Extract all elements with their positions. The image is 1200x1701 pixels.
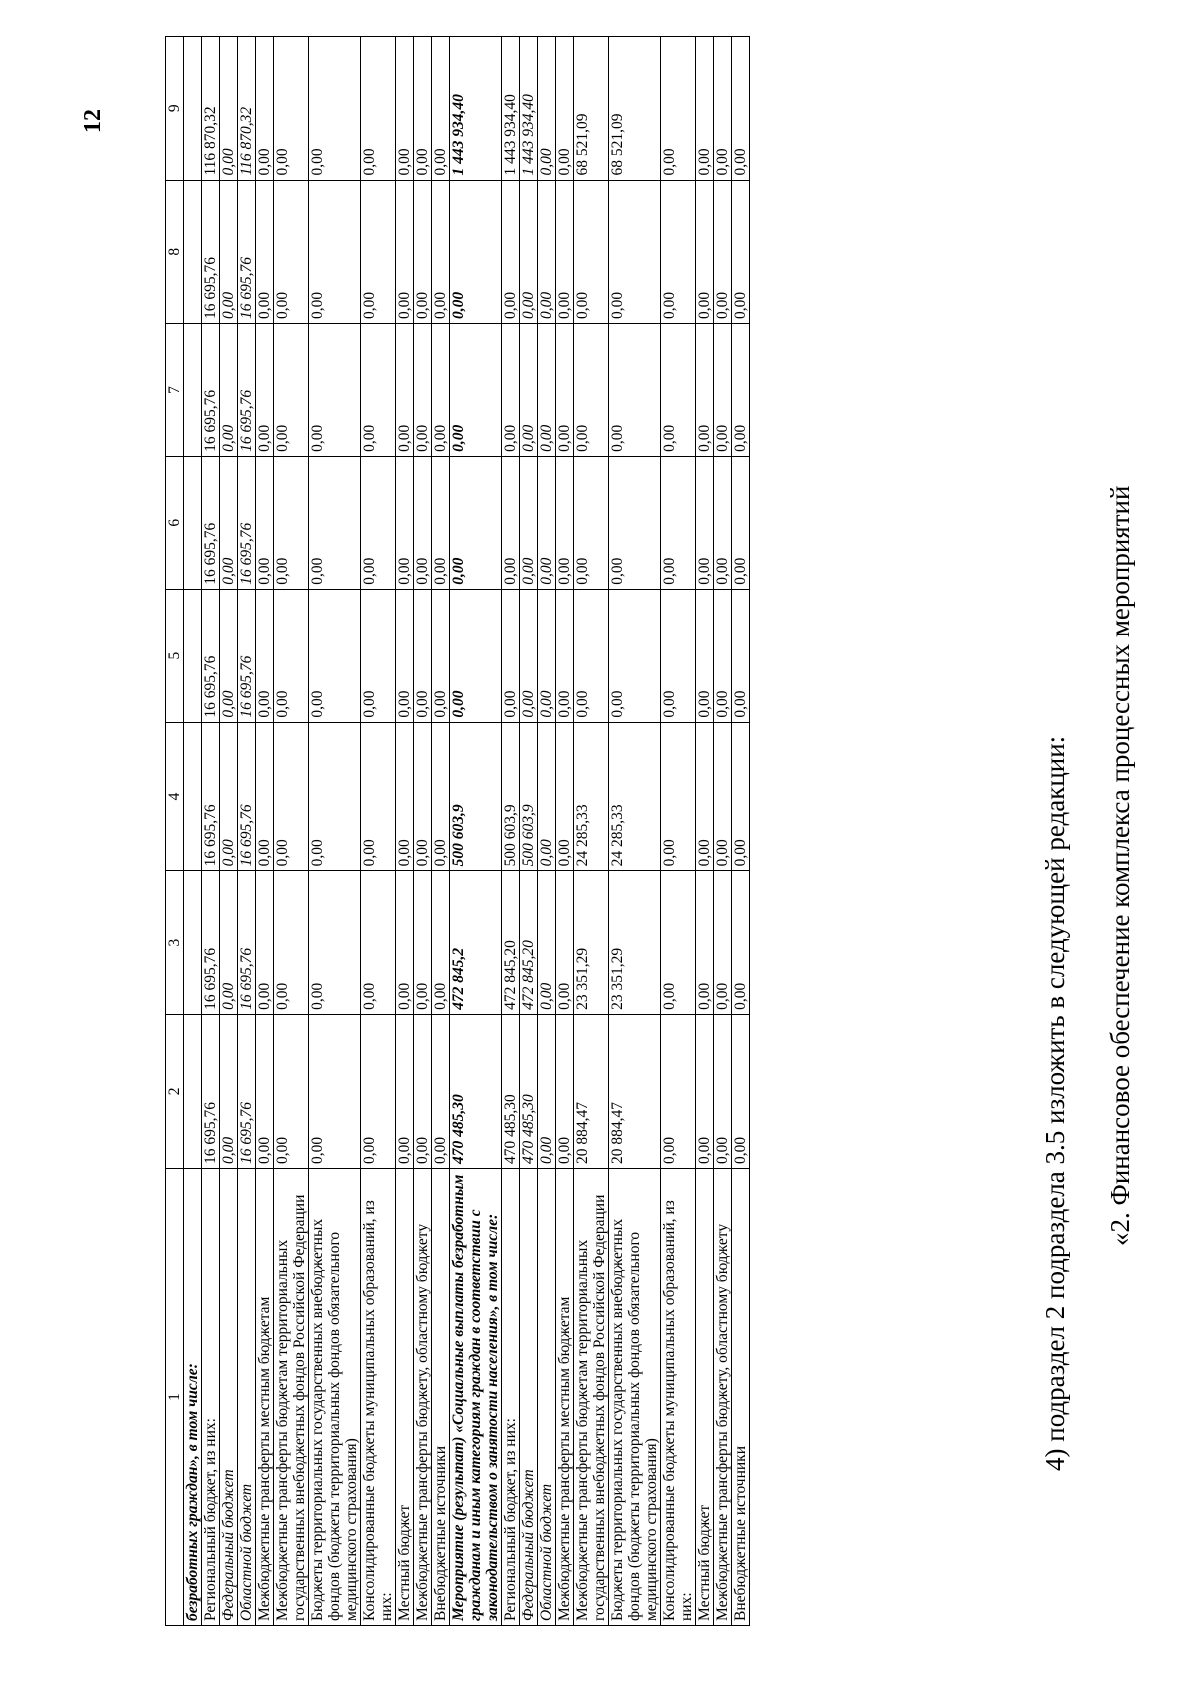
row-value: 0,00 [361,871,396,1014]
table-row [538,37,556,1626]
row-value: 0,00 [538,1014,556,1168]
row-value: 0,00 [732,722,750,871]
row-value: 0,00 [396,1014,414,1168]
table-header-row [166,37,184,1626]
row-value: 0,00 [556,1014,574,1168]
row-value: 0,00 [256,871,274,1014]
subsection-instruction: 4) подраздел 2 подраздела 3.5 изложить в следующей редакции: [1040,735,1070,1471]
row-value: 0,00 [309,324,361,457]
row-value: 0,00 [274,1014,309,1168]
row-value: 0,00 [574,589,609,722]
row-value: 0,00 [502,589,520,722]
row-value: 0,00 [309,456,361,589]
row-value: 0,00 [520,324,538,457]
row-value: 24 285,33 [574,722,609,871]
row-value: 1 443 934,40 [450,37,502,181]
row-label: Межбюджетные трансферты бюджету, областному бюджету [414,1168,432,1625]
row-value: 0,00 [256,324,274,457]
row-value: 0,00 [274,180,309,323]
row-value: 0,00 [274,722,309,871]
row-value: 0,00 [361,722,396,871]
row-label: Федеральный бюджет [220,1168,238,1625]
row-value: 16 695,76 [202,871,220,1014]
budget-table-container [165,36,750,1626]
row-value: 0,00 [502,324,520,457]
row-value: 0,00 [274,871,309,1014]
column-header: 4 [166,722,184,871]
table-row [714,37,732,1626]
row-label: Межбюджетные трансферты бюджетам территориальных государственных внебюджетных фондов Российской Федерации [274,1168,309,1625]
row-value: 0,00 [361,456,396,589]
table-row [661,37,696,1626]
table-row [432,37,450,1626]
row-value: 0,00 [661,589,696,722]
column-header: 1 [166,1168,184,1625]
row-value: 0,00 [732,37,750,181]
row-value: 0,00 [538,589,556,722]
row-value: 0,00 [556,37,574,181]
row-value: 0,00 [696,722,714,871]
row-value: 0,00 [220,180,238,323]
row-value: 0,00 [414,456,432,589]
row-value: 0,00 [556,180,574,323]
row-value: 470 485,30 [450,1014,502,1168]
row-value [184,456,202,589]
row-value: 0,00 [609,180,661,323]
row-value: 0,00 [538,180,556,323]
row-value: 0,00 [220,871,238,1014]
row-label: Межбюджетные трансферты бюджету, областному бюджету [714,1168,732,1625]
table-row [274,37,309,1626]
row-value: 0,00 [256,1014,274,1168]
row-label: Местный бюджет [696,1168,714,1625]
row-value: 0,00 [396,324,414,457]
row-value: 0,00 [538,324,556,457]
row-value: 0,00 [696,1014,714,1168]
row-value: 16 695,76 [202,1014,220,1168]
row-value: 0,00 [696,37,714,181]
row-value: 16 695,76 [202,589,220,722]
row-value: 0,00 [414,37,432,181]
row-value: 0,00 [396,722,414,871]
row-value: 0,00 [274,456,309,589]
row-value: 500 603,9 [502,722,520,871]
row-value: 0,00 [450,324,502,457]
table-row [184,37,202,1626]
row-value: 0,00 [220,1014,238,1168]
row-value: 0,00 [396,180,414,323]
row-value: 0,00 [396,456,414,589]
row-value: 0,00 [256,456,274,589]
row-value: 0,00 [520,589,538,722]
row-value: 0,00 [432,1014,450,1168]
row-label: безработных граждан», в том числе: [184,1168,202,1625]
row-value: 0,00 [256,722,274,871]
row-value [184,722,202,871]
row-value: 0,00 [432,722,450,871]
table-row [256,37,274,1626]
row-value [184,1014,202,1168]
row-value: 0,00 [432,324,450,457]
row-label: Областной бюджет [538,1168,556,1625]
page-number: 12 [80,109,106,133]
row-value: 0,00 [274,37,309,181]
table-row [361,37,396,1626]
row-value [184,37,202,181]
row-value: 20 884,47 [574,1014,609,1168]
row-value: 472 845,20 [502,871,520,1014]
row-value: 16 695,76 [238,456,256,589]
row-label: Консолидированные бюджеты муниципальных образований, из них: [661,1168,696,1625]
column-header: 8 [166,180,184,323]
row-label: Межбюджетные трансферты местным бюджетам [256,1168,274,1625]
row-value: 0,00 [309,180,361,323]
row-value: 16 695,76 [238,1014,256,1168]
row-value: 20 884,47 [609,1014,661,1168]
row-value: 0,00 [556,722,574,871]
row-value: 0,00 [220,722,238,871]
table-row [202,37,220,1626]
row-value: 0,00 [414,589,432,722]
row-label: Мероприятие (результат) «Социальные выплаты безработным гражданам и иным категориям граждан в соответствии с законодательством о занятости населения», в том числе: [450,1168,502,1625]
row-value: 0,00 [661,1014,696,1168]
row-value: 16 695,76 [238,871,256,1014]
row-value: 470 485,30 [520,1014,538,1168]
row-value [184,871,202,1014]
table-row [696,37,714,1626]
row-value: 0,00 [432,456,450,589]
budget-table [165,36,750,1626]
row-value: 0,00 [396,589,414,722]
row-value: 0,00 [414,1014,432,1168]
row-label: Внебюджетные источники [732,1168,750,1625]
row-label: Местный бюджет [396,1168,414,1625]
row-value: 16 695,76 [238,180,256,323]
table-row [220,37,238,1626]
row-value: 0,00 [714,324,732,457]
row-value: 0,00 [714,180,732,323]
row-label: Бюджеты территориальных государственных внебюджетных фондов (бюджеты территориальных фондов обязательного медицинского страхования) [609,1168,661,1625]
row-value: 0,00 [450,180,502,323]
row-value: 0,00 [574,324,609,457]
row-value: 0,00 [538,456,556,589]
row-value: 0,00 [609,324,661,457]
row-value: 500 603,9 [520,722,538,871]
row-value: 0,00 [361,324,396,457]
row-value: 0,00 [574,180,609,323]
row-value: 23 351,29 [574,871,609,1014]
row-value: 68 521,09 [574,37,609,181]
row-value: 116 870,32 [202,37,220,181]
row-value: 0,00 [309,871,361,1014]
row-label: Федеральный бюджет [520,1168,538,1625]
row-value: 0,00 [732,589,750,722]
row-value: 472 845,20 [520,871,538,1014]
row-label: Межбюджетные трансферты бюджетам территориальных государственных внебюджетных фондов Российской Федерации [574,1168,609,1625]
column-header: 6 [166,456,184,589]
table-row [609,37,661,1626]
row-value: 0,00 [696,589,714,722]
column-header: 2 [166,1014,184,1168]
row-value: 0,00 [732,180,750,323]
table-row [574,37,609,1626]
row-value: 0,00 [414,324,432,457]
row-value: 0,00 [556,589,574,722]
row-value: 16 695,76 [202,180,220,323]
row-value: 0,00 [361,37,396,181]
row-value: 0,00 [432,180,450,323]
table-row [450,37,502,1626]
row-value: 16 695,76 [238,324,256,457]
row-label: Внебюджетные источники [432,1168,450,1625]
row-value: 0,00 [732,1014,750,1168]
column-header: 9 [166,37,184,181]
row-value: 0,00 [256,37,274,181]
row-value: 472 845,2 [450,871,502,1014]
row-value: 0,00 [414,722,432,871]
row-value: 23 351,29 [609,871,661,1014]
row-value: 0,00 [714,871,732,1014]
row-value: 0,00 [432,37,450,181]
row-value: 0,00 [414,871,432,1014]
row-value: 0,00 [432,871,450,1014]
row-value: 0,00 [309,722,361,871]
row-value: 0,00 [361,1014,396,1168]
row-value: 0,00 [714,722,732,871]
row-value: 0,00 [414,180,432,323]
row-value: 0,00 [732,871,750,1014]
column-header: 3 [166,871,184,1014]
row-value: 0,00 [256,589,274,722]
row-value: 0,00 [609,456,661,589]
row-value: 0,00 [309,37,361,181]
section-heading: «2. Финансовое обеспечение комплекса процессных мероприятий [1105,485,1135,1246]
table-body [184,37,750,1626]
row-label: Консолидированные бюджеты муниципальных образований, из них: [361,1168,396,1625]
row-value: 0,00 [309,1014,361,1168]
row-value: 16 695,76 [202,324,220,457]
table-row [520,37,538,1626]
row-value: 0,00 [696,456,714,589]
row-value: 0,00 [732,324,750,457]
row-value: 0,00 [450,589,502,722]
row-value: 0,00 [220,37,238,181]
row-value: 0,00 [661,180,696,323]
row-value: 470 485,30 [502,1014,520,1168]
row-value: 0,00 [361,589,396,722]
row-value: 0,00 [714,589,732,722]
table-row [502,37,520,1626]
row-value: 0,00 [274,324,309,457]
row-value: 0,00 [538,37,556,181]
row-value: 0,00 [661,456,696,589]
row-value: 0,00 [220,456,238,589]
row-label: Областной бюджет [238,1168,256,1625]
row-label: Региональный бюджет, из них: [202,1168,220,1625]
row-value: 500 603,9 [450,722,502,871]
row-value: 0,00 [556,456,574,589]
column-header: 5 [166,589,184,722]
row-value: 68 521,09 [609,37,661,181]
row-value: 16 695,76 [238,722,256,871]
row-value: 0,00 [714,37,732,181]
row-value: 0,00 [556,871,574,1014]
column-header: 7 [166,324,184,457]
table-row [556,37,574,1626]
row-value: 0,00 [538,722,556,871]
table-row [309,37,361,1626]
row-value: 0,00 [574,456,609,589]
row-value: 0,00 [450,456,502,589]
table-row [238,37,256,1626]
table-row [396,37,414,1626]
row-value: 0,00 [520,180,538,323]
row-value: 0,00 [696,871,714,1014]
row-value: 116 870,32 [238,37,256,181]
row-value: 0,00 [661,722,696,871]
row-value [184,324,202,457]
row-value: 0,00 [696,180,714,323]
row-value: 0,00 [220,589,238,722]
row-value: 0,00 [309,589,361,722]
row-value: 0,00 [361,180,396,323]
row-value [184,589,202,722]
table-row [414,37,432,1626]
row-label: Межбюджетные трансферты местным бюджетам [556,1168,574,1625]
row-value: 0,00 [609,589,661,722]
row-value: 1 443 934,40 [502,37,520,181]
row-value: 0,00 [538,871,556,1014]
row-value: 0,00 [556,324,574,457]
row-value: 0,00 [396,37,414,181]
row-value: 1 443 934,40 [520,37,538,181]
row-value: 0,00 [661,37,696,181]
row-value: 16 695,76 [202,722,220,871]
row-value: 0,00 [696,324,714,457]
row-value: 0,00 [502,180,520,323]
row-value: 16 695,76 [202,456,220,589]
row-value: 0,00 [396,871,414,1014]
row-value: 0,00 [520,456,538,589]
row-value: 0,00 [256,180,274,323]
row-label: Бюджеты территориальных государственных внебюджетных фондов (бюджеты территориальных фондов обязательного медицинского страхования) [309,1168,361,1625]
row-value: 0,00 [714,456,732,589]
row-value [184,180,202,323]
row-value: 0,00 [432,589,450,722]
row-value: 0,00 [502,456,520,589]
row-value: 0,00 [274,589,309,722]
row-value: 16 695,76 [238,589,256,722]
table-row [732,37,750,1626]
row-value: 0,00 [220,324,238,457]
row-value: 0,00 [661,871,696,1014]
row-value: 0,00 [732,456,750,589]
row-value: 0,00 [661,324,696,457]
row-value: 24 285,33 [609,722,661,871]
row-label: Региональный бюджет, из них: [502,1168,520,1625]
row-value: 0,00 [714,1014,732,1168]
